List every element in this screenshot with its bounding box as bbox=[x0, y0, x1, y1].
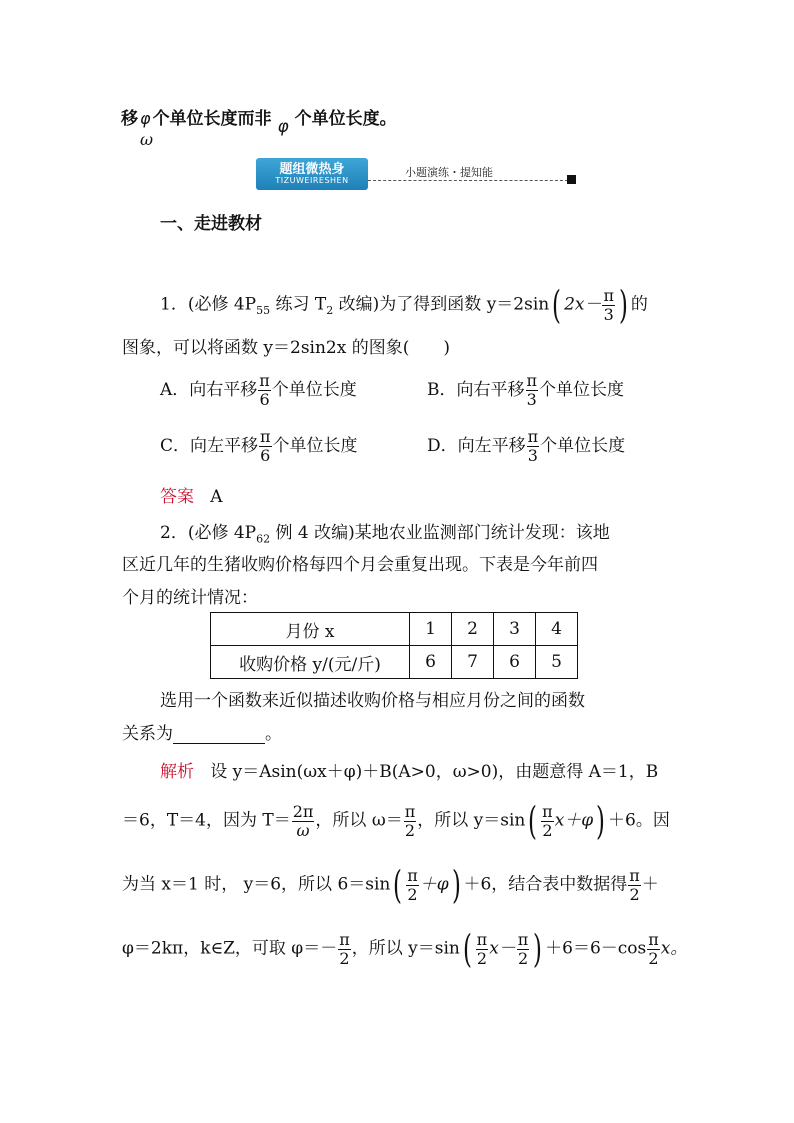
q2-line3: 个月的统计情况： bbox=[122, 588, 258, 608]
q1-option-a: A．向右平移 $\frac{\pi}{6}$ 个单位长度 bbox=[160, 371, 357, 409]
q2-after1: 选用一个函数来近似描述收购价格与相应月份之间的函数 bbox=[160, 691, 585, 711]
fraction-phi-omega: φ bbox=[140, 109, 151, 128]
table-cell: 6 bbox=[410, 646, 452, 679]
q1-option-b: B．向右平移 $\frac{\pi}{3}$ 个单位长度 bbox=[427, 371, 625, 409]
q1-line1: 1．(必修 $4P_{55}$ 练习 $T_2$ 改编)为了得到函数 y＝2sin( 2x－ $\frac{\pi}{3}$ ) 的 bbox=[160, 283, 648, 327]
omega-denominator: ω bbox=[140, 130, 154, 149]
table-cell: 5 bbox=[536, 646, 578, 679]
answer-label: 答案 bbox=[160, 487, 194, 507]
analysis-line3: 为当 x＝1 时， y＝6，所以 6＝sin( $\frac{\pi}{2}$ ＋φ) ＋6，结合表中数据得 $\frac{\pi}{2}$ ＋ bbox=[122, 863, 659, 907]
q1-answer bbox=[160, 482, 223, 507]
analysis-line2: ＝6，T＝4，因为 T＝ $\frac{2\pi}{\omega}$ ，所以 ω＝ $\frac{\pi}{2}$ ，所以 y＝sin( $\frac{\pi}{2}$ x＋φ) ＋6。因 bbox=[122, 799, 670, 843]
q2-line1: 2．(必修 $4P_{62}$ 例 4 改编)某地农业监测部门统计发现：该地 bbox=[160, 523, 610, 546]
section-badge-tagline: 小题演练・提知能 bbox=[405, 166, 493, 179]
section-badge: 题组微热身 TIZUWEIRESHEN bbox=[256, 158, 368, 190]
table-cell: 4 bbox=[536, 613, 578, 646]
top-line: 移 φ 个单位长度而非 φ 个单位长度。 bbox=[121, 109, 397, 137]
table-row bbox=[211, 646, 578, 679]
table-cell: 7 bbox=[452, 646, 494, 679]
q1-option-c: C．向左平移 $\frac{\pi}{6}$ 个单位长度 bbox=[160, 427, 358, 465]
table-header-month: 月份 x bbox=[211, 613, 410, 646]
table-cell: 1 bbox=[410, 613, 452, 646]
analysis-label: 解析 bbox=[160, 762, 194, 782]
q2-line2: 区近几年的生猪收购价格每四个月会重复出现。下表是今年前四 bbox=[122, 555, 598, 575]
table-header-price: 收购价格 y/(元/斤) bbox=[211, 646, 410, 679]
section-heading: 一、走进教材 bbox=[160, 214, 262, 234]
analysis-line4: φ＝2kπ，k∈Z，可取 φ＝－ $\frac{\pi}{2}$ ，所以 y＝sin( $\frac{\pi}{2}$ x－ $\frac{\pi}{2}$ ) ＋6＝6－cos $\frac{\pi}{2}$ x。 bbox=[122, 927, 688, 971]
answer-value: A bbox=[210, 487, 223, 507]
badge-end-square bbox=[567, 175, 576, 184]
table-cell: 2 bbox=[452, 613, 494, 646]
q1-option-d: D．向左平移 $\frac{\pi}{3}$ 个单位长度 bbox=[427, 427, 626, 465]
q1-line2: 图象，可以将函数 y＝2sin2x 的图象( ) bbox=[122, 338, 451, 358]
table-cell: 6 bbox=[494, 646, 536, 679]
q2-after2: 关系为 。 bbox=[122, 724, 282, 744]
answer-blank bbox=[173, 725, 265, 744]
analysis-line1: 解析 设 y＝Asin(ωx＋φ)＋B(A>0，ω>0)，由题意得 A＝1，B bbox=[160, 762, 659, 782]
table-cell: 3 bbox=[494, 613, 536, 646]
table-row bbox=[211, 613, 578, 646]
price-table bbox=[210, 612, 578, 679]
badge-dashed-line bbox=[368, 180, 568, 181]
q1-frac-pi-3: $\frac{\pi}{3}$ bbox=[603, 285, 614, 324]
